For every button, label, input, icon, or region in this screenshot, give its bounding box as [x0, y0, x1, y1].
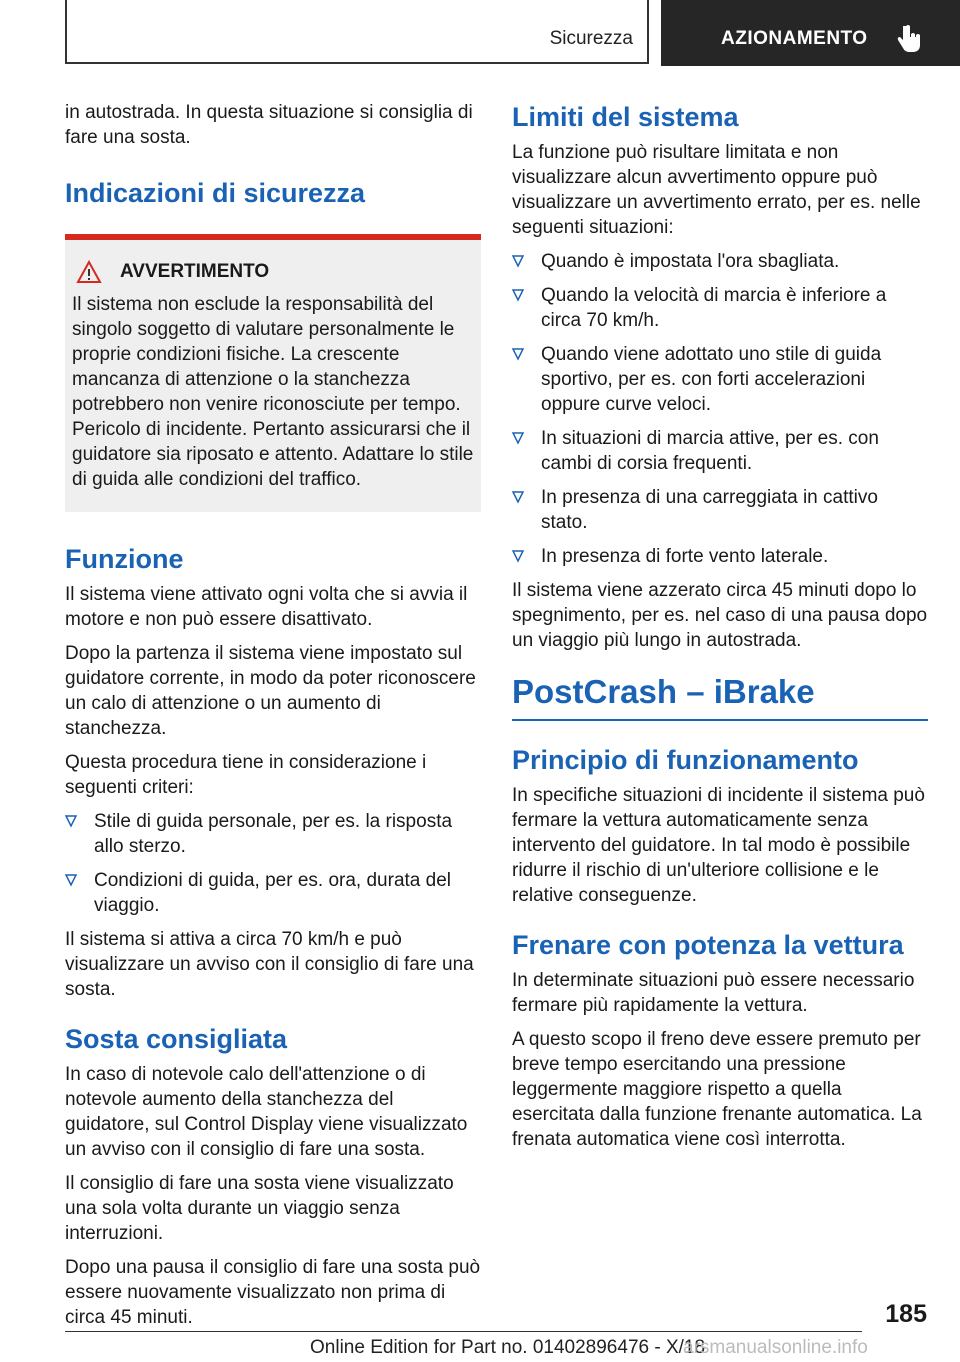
section-title: Sicurezza [549, 28, 633, 49]
list-item: In presenza di una carreggiata in cattivo stato. [512, 485, 928, 535]
criteria-list [65, 809, 481, 918]
warning-text: Il sistema non esclude la responsabilità del singolo soggetto di valutare personalmente le proprie condizioni fisiche. La crescente mancanza di attenzione o la stanchezza potrebbero non venire riconosciute per tempo. Pericolo di incidente. Pertanto assicurarsi che il guidatore sia riposato e attento. Adattare lo stile di guida alle condizioni del traffico. [72, 294, 474, 490]
heading-safety: Indicazioni di sicurezza [65, 178, 366, 208]
list-item: Quando la velocità di marcia è inferiore a circa 70 km/h. [512, 283, 928, 333]
warning-title: AVVERTIMENTO [120, 261, 270, 282]
list-item: In presenza di forte vento laterale. [512, 544, 928, 569]
page-header [0, 0, 960, 66]
function-paragraph-1: Il sistema viene attivato ogni volta che si avvia il motore e non può essere disattivato. [65, 584, 468, 630]
heading-rule [512, 719, 928, 721]
left-column [65, 100, 481, 1339]
rest-paragraph-1: In caso di notevole calo dell'attenzione o di notevole aumento della stanchezza del guidatore, sul Control Display viene visualizzato un avviso con il consiglio di fare una sosta. [65, 1064, 468, 1160]
principle-paragraph: In specifiche situazioni di incidente il sistema può fermare la vettura automaticamente senza intervento del guidatore. In tal modo è possibile ridurre il rischio di un'ulteriore collisione e le relative conseguenze. [512, 785, 925, 906]
intro-paragraph: in autostrada. In questa situazione si consiglia di fare una sosta. [65, 102, 473, 148]
list-item: In situazioni di marcia attive, per es. con cambi di corsia frequenti. [512, 426, 928, 476]
triangle-bullet-icon [512, 490, 524, 504]
page-number: 185 [885, 1300, 927, 1328]
heading-brake: Frenare con potenza la vettura [512, 930, 904, 960]
triangle-bullet-icon [512, 549, 524, 563]
edition-text: Online Edition for Part no. 01402896476 - X/18 [310, 1337, 706, 1358]
rest-paragraph-3: Dopo una pausa il consiglio di fare una sosta può essere nuovamente visualizzato non prima di circa 45 minuti. [65, 1257, 481, 1328]
triangle-bullet-icon [512, 431, 524, 445]
limits-list [512, 249, 928, 569]
chapter-title: AZIONAMENTO [721, 28, 868, 49]
chapter-tab [661, 0, 960, 66]
function-paragraph-2: Dopo la partenza il sistema viene impostato sul guidatore corrente, in modo da poter riconoscere un calo di attenzione o un aumento di stanchezza. [65, 643, 476, 739]
list-item: Quando è impostata l'ora sbagliata. [512, 249, 928, 274]
limits-paragraph-2: Il sistema viene azzerato circa 45 minuti dopo lo spegnimento, per es. nel caso di una pausa dopo un viaggio più lungo in autostrada. [512, 580, 928, 651]
list-item: Quando viene adottato uno stile di guida sportivo, per es. con forti accelerazioni oppure curve veloci. [512, 342, 928, 417]
warning-box [65, 234, 481, 512]
warning-triangle-icon [76, 260, 102, 284]
function-paragraph-3: Questa procedura tiene in considerazione i seguenti criteri: [65, 752, 427, 798]
hand-pointer-icon [897, 24, 923, 52]
triangle-bullet-icon [512, 254, 524, 268]
list-item: Stile di guida personale, per es. la risposta allo sterzo. [65, 809, 481, 859]
heading-rest: Sosta consigliata [65, 1024, 288, 1054]
heading-postcrash: PostCrash – iBrake [512, 673, 815, 710]
heading-function: Funzione [65, 544, 184, 574]
right-column [512, 100, 928, 1161]
brake-paragraph-2: A questo scopo il freno deve essere premuto per breve tempo esercitando una pressione leggermente maggiore rispetto a quella esercitata dalla funzione frenante automatica. La frenata automatica viene così interrotta. [512, 1029, 922, 1150]
triangle-bullet-icon [65, 814, 77, 828]
section-tab [65, 0, 649, 64]
heading-principle: Principio di funzionamento [512, 745, 859, 775]
rest-paragraph-2: Il consiglio di fare una sosta viene visualizzato una sola volta durante un viaggio senza interruzioni. [65, 1173, 454, 1244]
triangle-bullet-icon [512, 288, 524, 302]
footer-rule [65, 1331, 862, 1332]
list-item: Condizioni di guida, per es. ora, durata del viaggio. [65, 868, 481, 918]
function-paragraph-4: Il sistema si attiva a circa 70 km/h e può visualizzare un avviso con il consiglio di fare una sosta. [65, 929, 474, 1000]
brake-paragraph-1: In determinate situazioni può essere necessario fermare più rapidamente la vettura. [512, 970, 915, 1016]
watermark-text: arsmanualsonline.info [683, 1337, 868, 1358]
triangle-bullet-icon [512, 347, 524, 361]
heading-limits: Limiti del sistema [512, 102, 739, 132]
triangle-bullet-icon [65, 873, 77, 887]
limits-paragraph-1: La funzione può risultare limitata e non visualizzare alcun avvertimento oppure può visualizzare un avvertimento errato, per es. nelle seguenti situazioni: [512, 142, 921, 238]
